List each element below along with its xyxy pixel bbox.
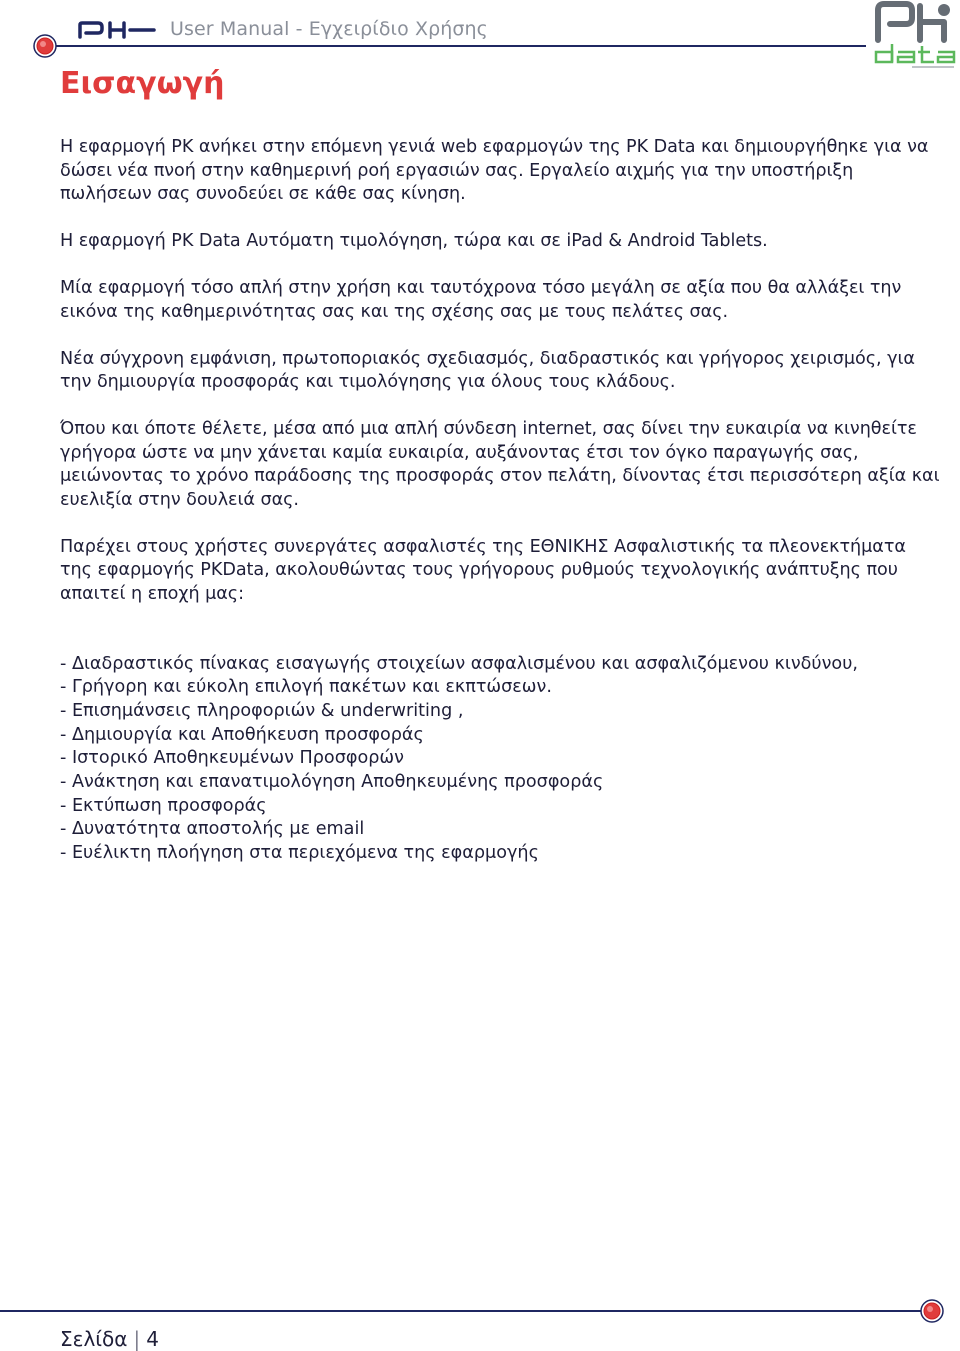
- pk-data-brand-logo: [872, 0, 958, 70]
- paragraph-tablets: Η εφαρμογή PK Data Αυτόματη τιμολόγηση, τώρα και σε iPad & Android Tablets.: [60, 231, 768, 251]
- list-item: - Δυνατότητα αποστολής με email: [60, 819, 365, 840]
- paragraph-simple-use: Μία εφαρμογή τόσο απλή στην χρήση και ταυτόχρονα τόσο μεγάλη σε αξία που θα αλλάξει την εικόνα της καθημερινότητας σας και της σχέσης σας με τους πελάτες σας.: [60, 278, 902, 322]
- paragraph-anywhere: Όπου και όποτε θέλετε, μέσα από μια απλή σύνδεση internet, σας δίνει την ευκαιρία να κινηθείτε γρήγορα ώστε να μην χάνεται καμία ευκαιρία, αυξάνοντας έτσι τον όγκο παραγωγής σας, μειώνοντας το χρόνο παράδοσης της προσφοράς στον πελάτη, δίνοντας έτσι περισσότερη αξία και ευελιξία στην δουλειά σας.: [60, 419, 940, 510]
- page-label: Σελίδα: [60, 1327, 128, 1351]
- page-number-footer: [60, 1327, 159, 1351]
- spacer: [60, 630, 940, 653]
- pk-logo-small: [78, 21, 158, 39]
- list-item: - Ανάκτηση και επανατιμολόγηση Αποθηκευμένης προσφοράς: [60, 772, 604, 793]
- document-title: User Manual - Εγχειρίδιο Χρήσης: [170, 18, 488, 40]
- feature-list: [60, 653, 940, 866]
- paragraph-ethniki: Παρέχει στους χρήστες συνεργάτες ασφαλιστές της ΕΘΝΙΚΗΣ Ασφαλιστικής τα πλεονεκτήματα της εφαρμογής PKData, ακολουθώντας τους γρήγορους ρυθμούς τεχνολογικής ανάπτυξης που απαιτεί η εποχή μας:: [60, 536, 906, 604]
- main-content: [60, 136, 940, 866]
- page-separator: |: [133, 1327, 141, 1351]
- page-number: 4: [146, 1327, 159, 1351]
- list-item: - Γρήγορη και εύκολη επιλογή πακέτων και εκπτώσεων.: [60, 677, 552, 698]
- list-item: - Ιστορικό Αποθηκευμένων Προσφορών: [60, 748, 404, 769]
- list-item: - Διαδραστικός πίνακας εισαγωγής στοιχείων ασφαλισμένου και ασφαλιζόμενου κινδύνου,: [60, 653, 858, 674]
- page-heading: Εισαγωγή: [60, 66, 225, 101]
- list-item: - Εκτύπωση προσφοράς: [60, 795, 267, 816]
- footer-rule: [0, 1296, 950, 1326]
- paragraph-intro: Η εφαρμογή PK ανήκει στην επόμενη γενιά web εφαρμογών της PK Data και δημιουργήθηκε για να δώσει νέα πνοή στην καθημερινή ροή εργασιών σας. Εργαλείο αιχμής για την υποστήριξη πωλήσεων σας συνοδεύει σε κάθε σας κίνηση.: [60, 137, 929, 204]
- list-item: - Επισημάνσεις πληροφοριών & underwriting ,: [60, 700, 464, 721]
- list-item: - Ευέλικτη πλοήγηση στα περιεχόμενα της εφαρμογής: [60, 843, 539, 864]
- list-item: - Δημιουργία και Αποθήκευση προσφοράς: [60, 724, 424, 745]
- paragraph-modern-look: Νέα σύγχρονη εμφάνιση, πρωτοποριακός σχεδιασμός, διαδραστικός και γρήγορος χειρισμός, για την δημιουργία προσφοράς και τιμολόγησης για όλους τους κλάδους.: [60, 348, 915, 392]
